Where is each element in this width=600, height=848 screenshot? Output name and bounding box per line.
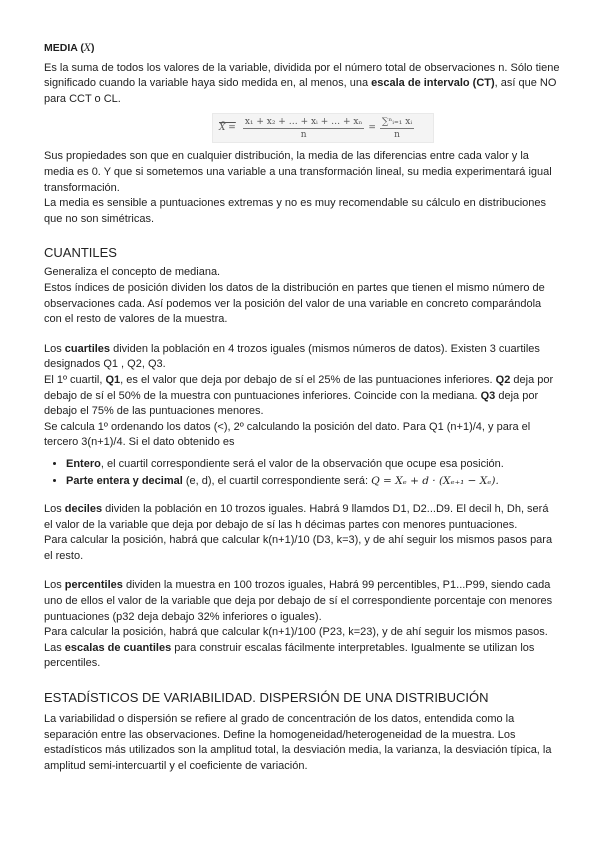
q3-bold: Q3 [480, 389, 496, 402]
formula-equals: = [368, 123, 376, 134]
bullet-entero: • Entero, el cuartil correspondiente será el valor de la observación que ocupe esa posición. [66, 457, 560, 473]
cuartil-formula: Q = Xₑ + d · (Xₑ₊₁ − Xₑ). [371, 475, 499, 488]
deciles-bold: deciles [64, 503, 103, 516]
media-heading-close: ) [90, 42, 95, 54]
escalas-cuantiles: Las escalas de cuantiles para construir escalas fácilmente interpretables. Igualmente se utilizan los percentiles. [44, 641, 535, 670]
q2-bold: Q2 [495, 373, 511, 386]
formula-lhs: X̄ = [219, 123, 236, 134]
variabilidad-heading: ESTADÍSTICOS DE VARIABILIDAD. DISPERSIÓN DE UNA DISTRIBUCIÓN [44, 690, 489, 705]
media-formula-image [212, 113, 434, 143]
cuartiles-paragraph: Los cuartiles dividen la población en 4 trozos iguales (mismos números de datos). Existen 3 cuartiles designados Q1 , Q2, Q3. [44, 342, 540, 371]
cuantiles-description: Estos índices de posición dividen los datos de la distribución en partes que tienen el mismo número de observaciones cada. Así podemos ver la posición del valor de una variable en concreto comparándola con el resto de valores de la muestra. [44, 281, 545, 326]
escalas-cuantiles-bold: escalas de cuantiles [64, 641, 172, 654]
deciles-paragraph: Los deciles dividen la población en 10 trozos iguales. Habrá 9 llamdos D1, D2...D9. El decil h, Dh, será el valor de la variable que deja por debajo de sí las h décimas partes con menores puntuaciones. [44, 503, 549, 531]
deciles-calculation: Para calcular la posición, habrá que calcular k(n+1)/10 (D3, k=3), y de ahí seguir los mismos pasos para el resto. [44, 534, 553, 562]
variabilidad-paragraph: La variabilidad o dispersión se refiere al grado de concentración de los datos, entendida como la separación entre las observaciones. Define la homogeneidad/heterogeneidad de la muestra. Los estadísticos más utilizados son la amplitud total, la desviación media, la varianza, la desviación típica, la amplitud semi-intercuartil y el coeficiente de variación. [44, 713, 552, 772]
percentiles-calculation: Para calcular la posición, habrá que calcular k(n+1)/100 (P23, k=23), y de ahí seguir los mismos pasos. [44, 626, 548, 639]
percentiles-paragraph: Los percentiles dividen la muestra en 100 trozos iguales, Habrá 99 percentibles, P1...P99, siendo cada uno de ellos el valor de la variable que deja por debajo de sí el correspondiente porcentaje con menores puntuaciones (p32 deja debajo 32% inferiores o iguales). [44, 579, 553, 623]
percentiles-bold: percentiles [64, 579, 123, 592]
media-heading-text: MEDIA ( [44, 42, 84, 54]
bullet-parte-entera-decimal: • Parte entera y decimal (e, d), el cuartil correspondiente será: Q = Xₑ + d · (Xₑ₊₁ − Xₑ). [66, 474, 560, 490]
q1-bold: Q1 [105, 373, 121, 386]
media-heading-symbol: X [83, 43, 91, 54]
formula-fraction-1: $\frac{\text{x₁ + x₂ + … + xᵢ + … + xₙ}}{n}$ [244, 116, 363, 140]
media-heading [44, 41, 560, 57]
cuantiles-intro: Generaliza el concepto de mediana. [44, 266, 221, 279]
document-page [44, 41, 560, 774]
media-sensitivity: La media es sensible a puntuaciones extremas y no es muy recomendable su cálculo en distribuciones que no son simétricas. [44, 197, 547, 225]
media-definition: Es la suma de todos los valores de la variable, dividida por el número total de observaciones n. Sólo tiene significado cuando la variable haya sido medida en, al menos, una escala de intervalo (CT), así que NO para CCT o CL. [44, 61, 560, 105]
formula-fraction-2: $\frac{\text{∑ⁿᵢ₌₁ xᵢ}}{n}$ [381, 116, 413, 140]
escala-intervalo-bold: escala de intervalo (CT) [371, 77, 495, 90]
cuartiles-calculation: Se calcula 1º ordenando los datos (<), 2º calculando la posición del dato. Para Q1 (n+1)/4, y para el tercero 3(n+1)/4. Si el dato obtenido es [44, 420, 531, 449]
cuartiles-definitions: El 1º cuartil, Q1, es el valor que deja por debajo de sí el 25% de las puntuaciones inferiores. Q2 deja por debajo de sí el 50% de la muestra con puntuaciones inferiores. Coincide con la mediana. Q3 deja por debajo el 75% de las puntuaciones menores. [44, 373, 554, 418]
cuartiles-bold: cuartiles [64, 342, 111, 355]
cuantiles-heading: CUANTILES [44, 245, 117, 261]
media-properties: Sus propiedades son que en cualquier distribución, la media de las diferencias entre cada valor y la media es 0. Y que si sometemos una variable a una transformación lineal, su media experimentará igual transformación. [44, 150, 552, 194]
cuartiles-bullet-list [44, 457, 560, 490]
